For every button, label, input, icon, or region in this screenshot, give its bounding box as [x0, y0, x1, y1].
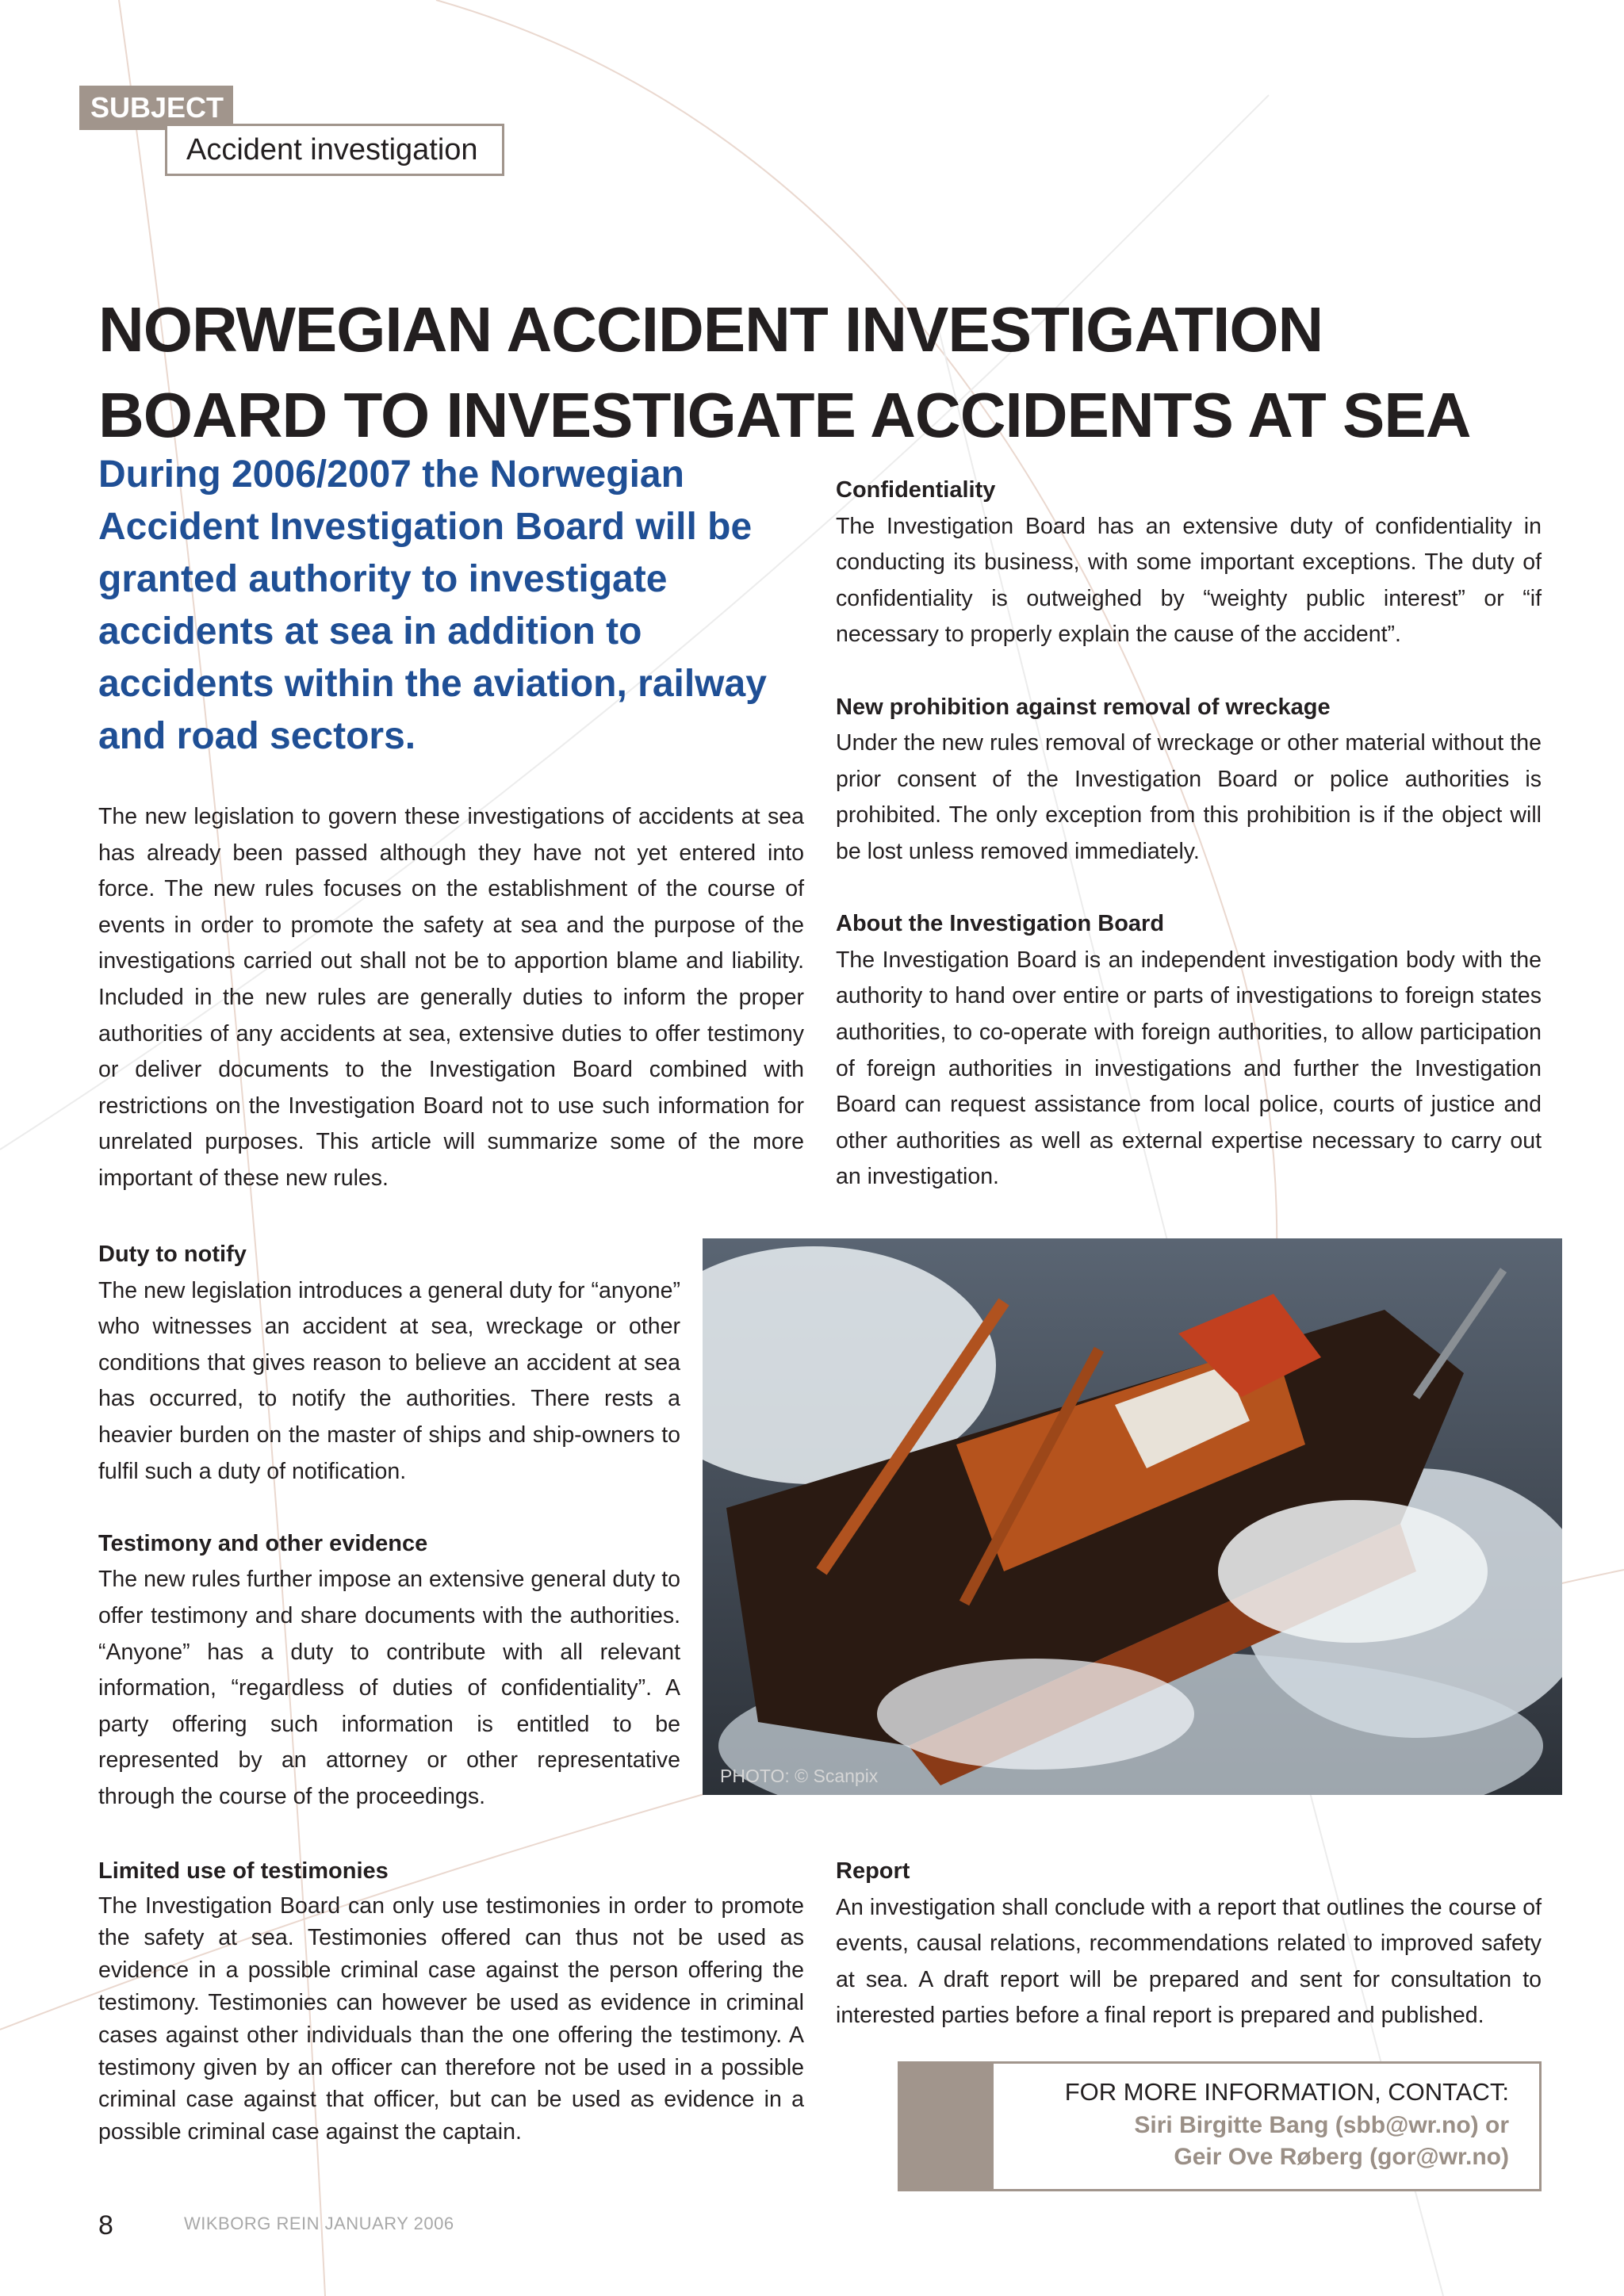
section-heading: Confidentiality: [836, 477, 996, 503]
section-body: The new rules further impose an extensive general duty to offer testimony and share documents with the authorities. “Anyone” has a duty to contribute with all relevant information, “regardless of duties of confidentiality”. A party offering such information is entitled to be represented by an attorney or other representative through the course of the proceedings.: [98, 1567, 680, 1809]
section-heading: Testimony and other evidence: [98, 1530, 428, 1556]
article-headline: NORWEGIAN ACCIDENT INVESTIGATION BOARD TO INVESTIGATE ACCIDENTS AT SEA: [98, 294, 1471, 450]
contact-line-2: Geir Ove Røberg (gor@wr.no): [1174, 2144, 1509, 2170]
contact-heading: FOR MORE INFORMATION, CONTACT:: [1064, 2078, 1509, 2106]
right-column-top: [836, 473, 1542, 1196]
intro-column: [98, 799, 804, 1197]
page-number: 8: [98, 2210, 113, 2241]
shipwreck-photo: [703, 1238, 1562, 1795]
subject-value: Accident investigation: [165, 124, 504, 176]
left-column-middle: [98, 1237, 680, 1816]
section-body: Under the new rules removal of wreckage or other material without the prior consent of the Investigation Board or police authorities is prohibited. The only exception from this prohibition is if the object will be lost unless removed immediately.: [836, 730, 1542, 864]
contact-line-1: Siri Birgitte Bang (sbb@wr.no) or: [1134, 2112, 1509, 2138]
shipwreck-illustration: [703, 1238, 1562, 1795]
left-column-bottom: [98, 1854, 804, 2149]
section-duty-to-notify: [98, 1237, 680, 1490]
section-limited-use: [98, 1854, 804, 2149]
section-report: [836, 1854, 1542, 2034]
contact-box-accent-bar: [900, 2064, 994, 2189]
section-heading: About the Investigation Board: [836, 911, 1165, 937]
section-about-board: [836, 906, 1542, 1196]
section-body: The new legislation introduces a general duty for “anyone” who witnesses an accident at sea, wreckage or other conditions that gives reason to believe an accident at sea has occurred, to notify the authorities. There rests a heavier burden on the master of ships and ship-owners to fulfil such a duty of notification.: [98, 1277, 680, 1484]
section-testimony: [98, 1526, 680, 1816]
article-lead: During 2006/2007 the Norwegian Accident Investigation Board will be granted authority to investigate accidents at sea in addition to accidents within the aviation, railway and road sectors.: [98, 453, 767, 757]
section-body: The Investigation Board is an independent investigation body with the authority to hand over entire or parts of investigations to foreign states authorities, to co-operate with foreign authorities, to allow participation of foreign authorities in investigations and further the Investigation Board can request assistance from local police, courts of justice and other authorities as well as external expertise necessary to carry out an investigation.: [836, 947, 1542, 1190]
contact-box: [898, 2061, 1542, 2191]
photo-credit: PHOTO: © Scanpix: [720, 1766, 879, 1786]
section-body: An investigation shall conclude with a report that outlines the course of events, causal relations, recommendations related to improved safety at sea. A draft report will be prepared and sent for consultation to interested parties before a final report is prepared and published.: [836, 1894, 1542, 2029]
section-heading: Limited use of testimonies: [98, 1858, 389, 1884]
publication-footer: WIKBORG REIN JANUARY 2006: [184, 2214, 454, 2233]
subject-label: SUBJECT: [79, 86, 233, 130]
section-wreckage: [836, 690, 1542, 871]
section-heading: New prohibition against removal of wreckage: [836, 694, 1331, 720]
section-body: The Investigation Board has an extensive duty of confidentiality in conducting its business, with some important exceptions. The duty of confidentiality is outweighed by “weighty public interest” or “if necessary to properly explain the cause of the accident”.: [836, 513, 1542, 648]
right-column-bottom: [836, 1854, 1542, 2034]
section-body: The Investigation Board can only use testimonies in order to promote the safety at sea. Testimonies offered can thus not be used as evidence in a possible criminal case against the person offering the testimony. Testimonies can however be used as evidence in criminal cases against other individuals than the one offering the testimony. A testimony given by an officer can therefore not be used in a possible criminal case against that officer, but can be used as evidence in a possible criminal case against the captain.: [98, 1892, 804, 2145]
section-heading: Duty to notify: [98, 1242, 247, 1267]
section-heading: Report: [836, 1858, 910, 1884]
section-confidentiality: [836, 473, 1542, 653]
intro-paragraph: The new legislation to govern these investigations of accidents at sea has already been passed although they have not yet entered into force. The new rules focuses on the establishment of the course of events in order to promote the safety at sea and the purpose of the investigations carried out shall not be to apportion blame and liability. Included in the new rules are generally duties to inform the proper authorities of any accidents at sea, extensive duties to offer testimony or deliver documents to the Investigation Board combined with restrictions on the Investigation Board not to use such information for unrelated purposes. This article will summarize some of the more important of these new rules.: [98, 804, 804, 1191]
